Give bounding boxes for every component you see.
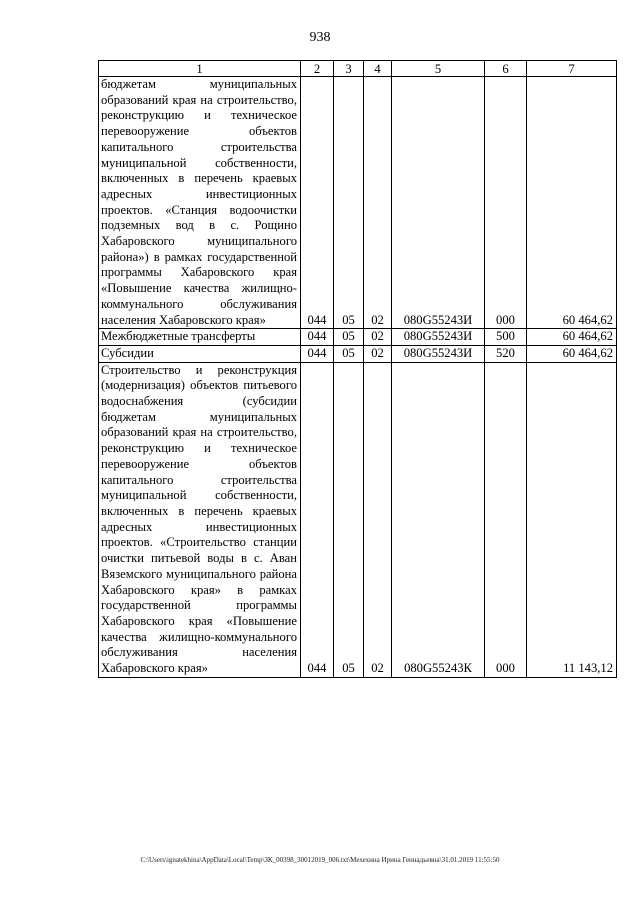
subsection-cell: 02 [364, 77, 392, 329]
column-header: 1 [99, 61, 301, 77]
amount-cell: 60 464,62 [527, 345, 617, 362]
table-row [99, 77, 617, 329]
row-name-cell: Строительство и реконструкция (модернизация) объектов питьевого водоснабжения (субсидии бюджетам муниципальных образований края на строительство, реконструкцию и техническое перевооружение объектов капитального строительства муниципальной собственности, включенных в перечень краевых адресных инвестиционных проектов. «Строительство станции очистки питьевой воды в с. Аван Вяземского муниципального района Хабаровского края» в рамках государственной программы Хабаровского края «Повышение качества жилищно-коммунального обслуживания населения Хабаровского края» [99, 362, 301, 677]
amount-cell: 60 464,62 [527, 77, 617, 329]
column-header: 2 [301, 61, 334, 77]
column-header: 4 [364, 61, 392, 77]
subsection-cell: 02 [364, 345, 392, 362]
admin-code-cell: 044 [301, 77, 334, 329]
column-header: 5 [392, 61, 485, 77]
column-header: 7 [527, 61, 617, 77]
row-name-cell: Субсидии [99, 345, 301, 362]
expense-type-cell: 520 [485, 345, 527, 362]
budget-table [98, 60, 617, 678]
subsection-cell: 02 [364, 362, 392, 677]
section-cell: 05 [334, 77, 364, 329]
amount-cell: 11 143,12 [527, 362, 617, 677]
table-row [99, 362, 617, 677]
target-article-cell: 080G55243И [392, 77, 485, 329]
section-cell: 05 [334, 345, 364, 362]
target-article-cell: 080G55243И [392, 345, 485, 362]
expense-type-cell: 000 [485, 77, 527, 329]
column-header: 6 [485, 61, 527, 77]
section-cell: 05 [334, 362, 364, 677]
table-row [99, 345, 617, 362]
table-row [99, 329, 617, 346]
subsection-cell: 02 [364, 329, 392, 346]
admin-code-cell: 044 [301, 329, 334, 346]
section-cell: 05 [334, 329, 364, 346]
page-number: 938 [309, 30, 331, 45]
expense-type-cell: 500 [485, 329, 527, 346]
row-name-cell: Межбюджетные трансферты [99, 329, 301, 346]
admin-code-cell: 044 [301, 362, 334, 677]
file-path-footer: C:\Users\ignatekhina\AppData\Local\Temp\ЗК_00398_30012019_006.txt\Мехехина Ирина Геннадьевна\31.01.2019 11:55:50 [140, 856, 500, 864]
target-article-cell: 080G55243К [392, 362, 485, 677]
target-article-cell: 080G55243И [392, 329, 485, 346]
amount-cell: 60 464,62 [527, 329, 617, 346]
admin-code-cell: 044 [301, 345, 334, 362]
row-name-cell: бюджетам муниципальных образований края на строительство, реконструкцию и техническое перевооружение объектов капитального строительства муниципальной собственности, включенных в перечень краевых адресных инвестиционных проектов. «Станция водоочистки подземных вод в с. Рощино Хабаровского муниципального района») в рамках государственной программы Хабаровского края «Повышение качества жилищно-коммунального обслуживания населения Хабаровского края» [99, 77, 301, 329]
column-header: 3 [334, 61, 364, 77]
table-header-row [99, 61, 617, 77]
expense-type-cell: 000 [485, 362, 527, 677]
